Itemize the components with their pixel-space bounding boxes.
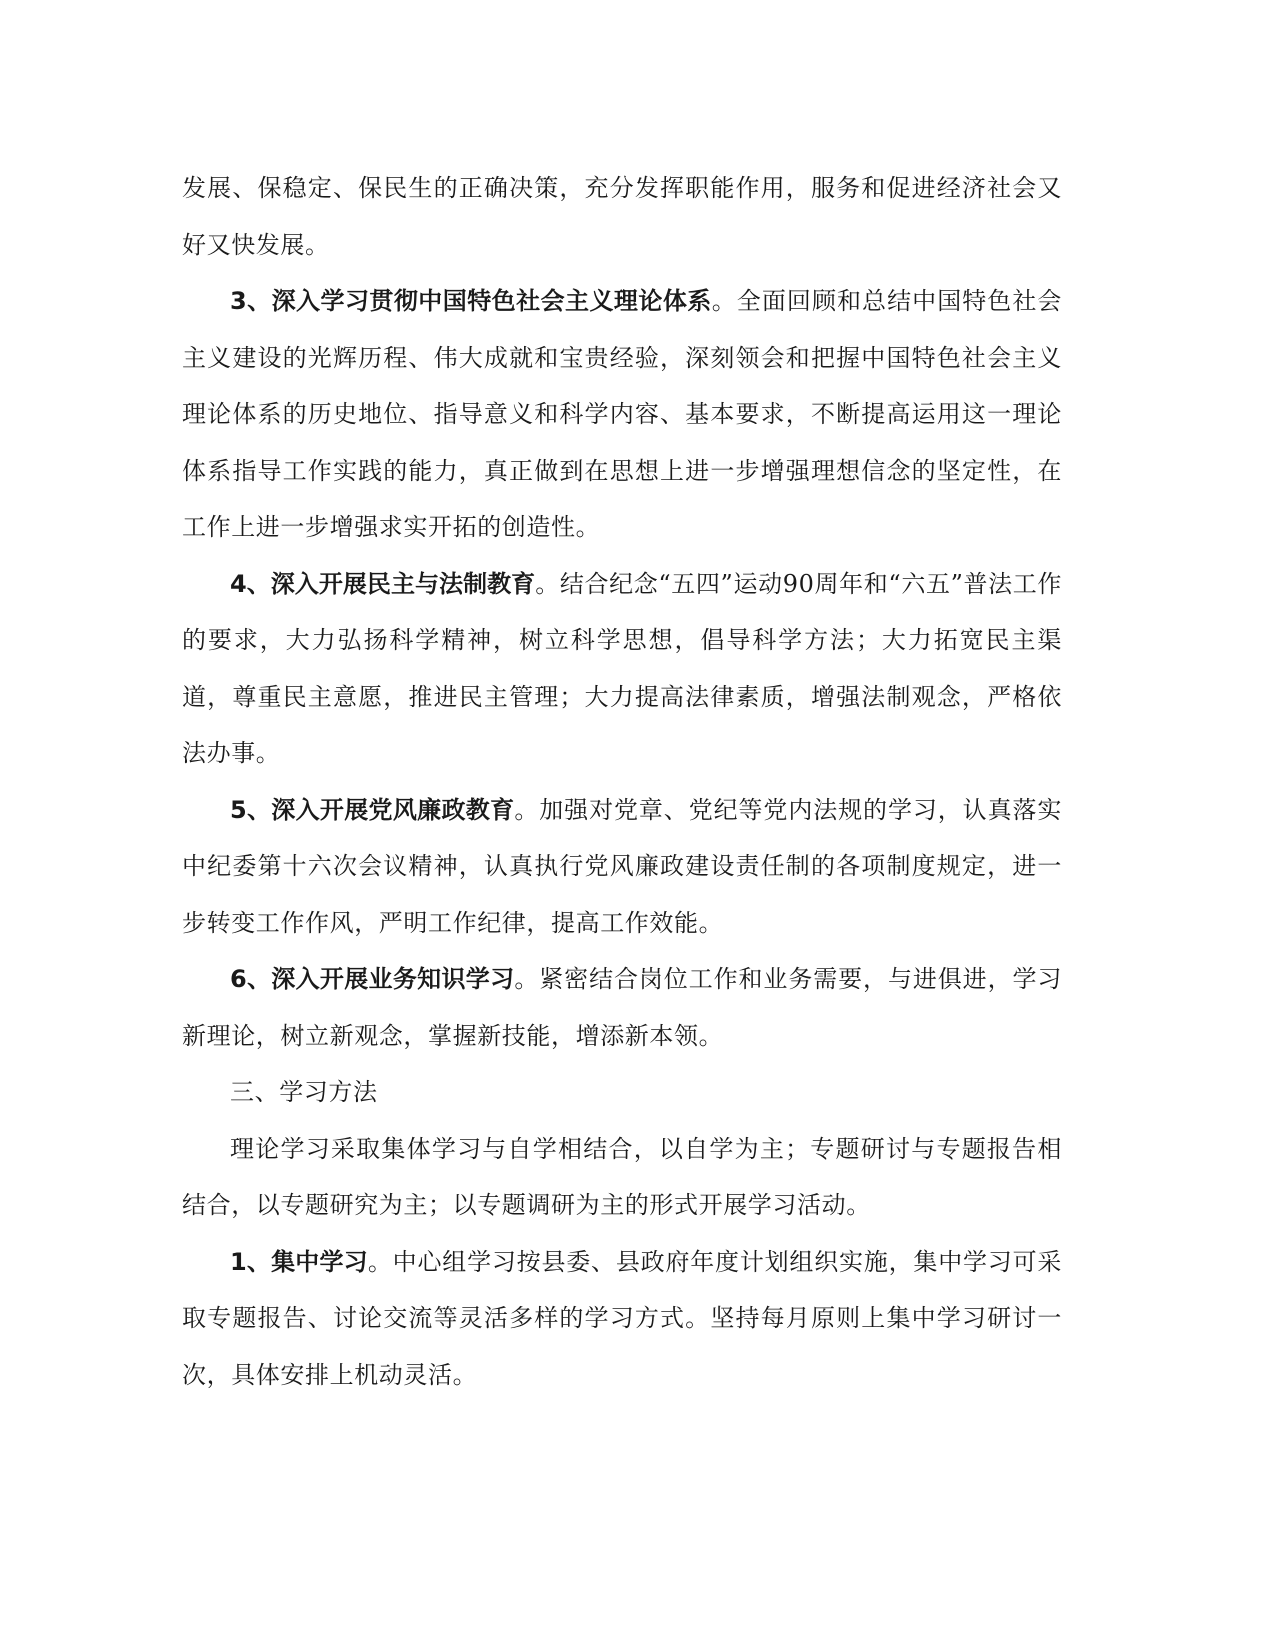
paragraph-item-3 xyxy=(182,273,1062,556)
section-title: 三、学习方法 xyxy=(230,1078,378,1106)
document-body xyxy=(182,160,1062,1403)
item-heading: 5、深入开展党风廉政教育 xyxy=(230,795,515,824)
item-body: 。加强对党章、党纪等党内法规的学习，认真落实中纪委第十六次会议精神，认真执行党风廉政建设责任制的各项制度规定，进一步转变工作作风，严明工作纪律，提高工作效能。 xyxy=(182,795,1062,937)
paragraph-item-5 xyxy=(182,782,1062,952)
item-body: 。中心组学习按县委、县政府年度计划组织实施，集中学习可采取专题报告、讨论交流等灵活多样的学习方式。坚持每月原则上集中学习研讨一次，具体安排上机动灵活。 xyxy=(182,1247,1062,1389)
paragraph-method-1 xyxy=(182,1234,1062,1404)
paragraph-text: 发展、保稳定、保民生的正确决策，充分发挥职能作用，服务和促进经济社会又好又快发展。 xyxy=(182,174,1062,259)
paragraph-methods-intro xyxy=(182,1121,1062,1234)
item-heading: 6、深入开展业务知识学习 xyxy=(230,965,515,993)
paragraph-text: 理论学习采取集体学习与自学相结合，以自学为主；专题研讨与专题报告相结合，以专题研究为主；以专题调研为主的形式开展学习活动。 xyxy=(182,1134,1062,1219)
section-heading-methods xyxy=(182,1064,1062,1121)
paragraph-item-4 xyxy=(182,556,1062,782)
paragraph-item-6 xyxy=(182,951,1062,1064)
item-heading: 1、集中学习 xyxy=(230,1247,368,1276)
item-body: 。结合纪念“五四”运动90周年和“六五”普法工作的要求，大力弘扬科学精神，树立科学思想，倡导科学方法；大力拓宽民主渠道，尊重民主意愿，推进民主管理；大力提高法律素质，增强法制观念，严格依法办事。 xyxy=(182,569,1063,767)
item-body: 。全面回顾和总结中国特色社会主义建设的光辉历程、伟大成就和宝贵经验，深刻领会和把握中国特色社会主义理论体系的历史地位、指导意义和科学内容、基本要求，不断提高运用这一理论体系指导工作实践的能力，真正做到在思想上进一步增强理想信念的坚定性，在工作上进一步增强求实开拓的创造性。 xyxy=(182,287,1062,541)
paragraph-continuation xyxy=(182,160,1062,273)
item-body: 。紧密结合岗位工作和业务需要，与进俱进，学习新理论，树立新观念，掌握新技能，增添新本领。 xyxy=(182,965,1062,1050)
item-heading: 3、深入学习贯彻中国特色社会主义理论体系 xyxy=(230,287,712,315)
item-heading: 4、深入开展民主与法制教育 xyxy=(230,569,536,598)
